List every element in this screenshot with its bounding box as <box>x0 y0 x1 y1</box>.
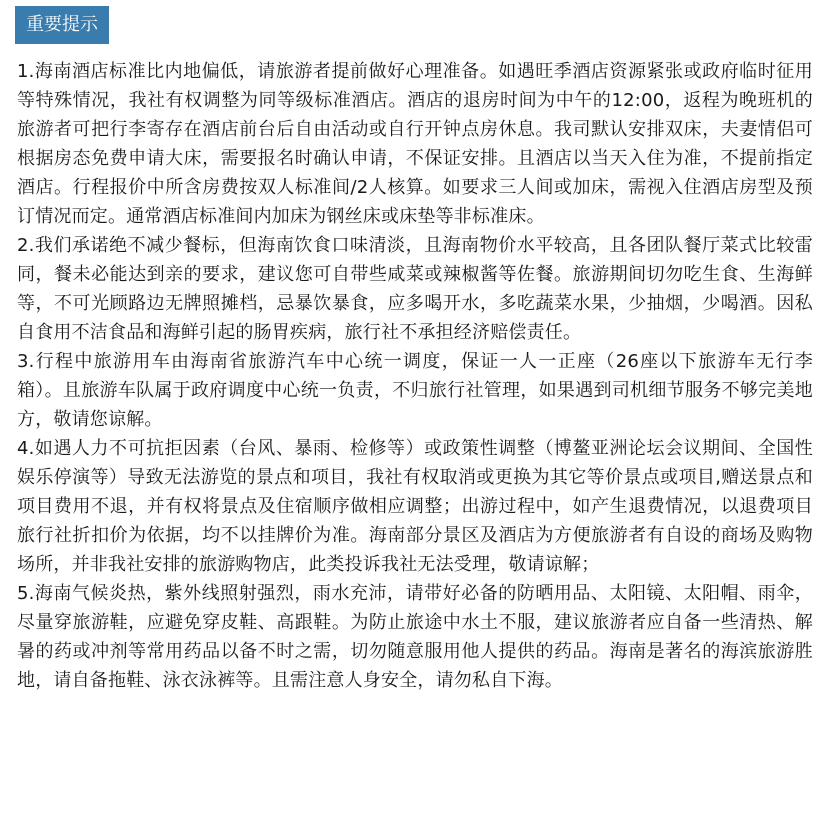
notice-item-hotel: 1.海南酒店标准比内地偏低，请旅游者提前做好心理准备。如遇旺季酒店资源紧张或政府临时征用等特殊情况，我社有权调整为同等级标准酒店。酒店的退房时间为中午的12:00，返程为晚班机的旅游者可把行李寄存在酒店前台后自由活动或自行开钟点房休息。我司默认安排双床，夫妻情侣可根据房态免费申请大床，需要报名时确认申请，不保证安排。且酒店以当天入住为准，不提前指定酒店。行程报价中所含房费按双人标准间/2人核算。如要求三人间或加床，需视入住酒店房型及预订情况而定。通常酒店标准间内加床为钢丝床或床垫等非标准床。 <box>17 61 813 227</box>
notice-body <box>17 57 813 695</box>
notice-item-meals: 2.我们承诺绝不减少餐标，但海南饮食口味清淡，且海南物价水平较高，且各团队餐厅菜式比较雷同，餐未必能达到亲的要求，建议您可自带些咸菜或辣椒酱等佐餐。旅游期间切勿吃生食、生海鲜等，不可光顾路边无牌照摊档，忌暴饮暴食，应多喝开水，多吃蔬菜水果，少抽烟，少喝酒。因私自食用不洁食品和海鲜引起的肠胃疾病，旅行社不承担经济赔偿责任。 <box>17 235 813 343</box>
notice-item-force-majeure: 4.如遇人力不可抗拒因素（台风、暴雨、检修等）或政策性调整（博鳌亚洲论坛会议期间、全国性娱乐停演等）导致无法游览的景点和项目，我社有权取消或更换为其它等价景点或项目,赠送景点和项目费用不退，并有权将景点及住宿顺序做相应调整；出游过程中，如产生退费情况，以退费项目旅行社折扣价为依据，均不以挂牌价为准。海南部分景区及酒店为方便旅游者有自设的商场及购物场所，并非我社安排的旅游购物店，此类投诉我社无法受理，敬请谅解； <box>17 438 813 575</box>
notice-header-title: 重要提示 <box>15 6 109 44</box>
notice-item-transport: 3.行程中旅游用车由海南省旅游汽车中心统一调度，保证一人一正座（26座以下旅游车无行李箱）。且旅游车队属于政府调度中心统一负责，不归旅行社管理，如果遇到司机细节服务不够完美地方，敬请您谅解。 <box>17 351 813 430</box>
notice-item-climate: 5.海南气候炎热，紫外线照射强烈，雨水充沛，请带好必备的防晒用品、太阳镜、太阳帽、雨伞，尽量穿旅游鞋，应避免穿皮鞋、高跟鞋。为防止旅途中水土不服，建议旅游者应自备一些清热、解暑的药或冲剂等常用药品以备不时之需，切勿随意服用他人提供的药品。海南是著名的海滨旅游胜地，请自备拖鞋、泳衣泳裤等。且需注意人身安全，请勿私自下海。 <box>17 583 813 691</box>
